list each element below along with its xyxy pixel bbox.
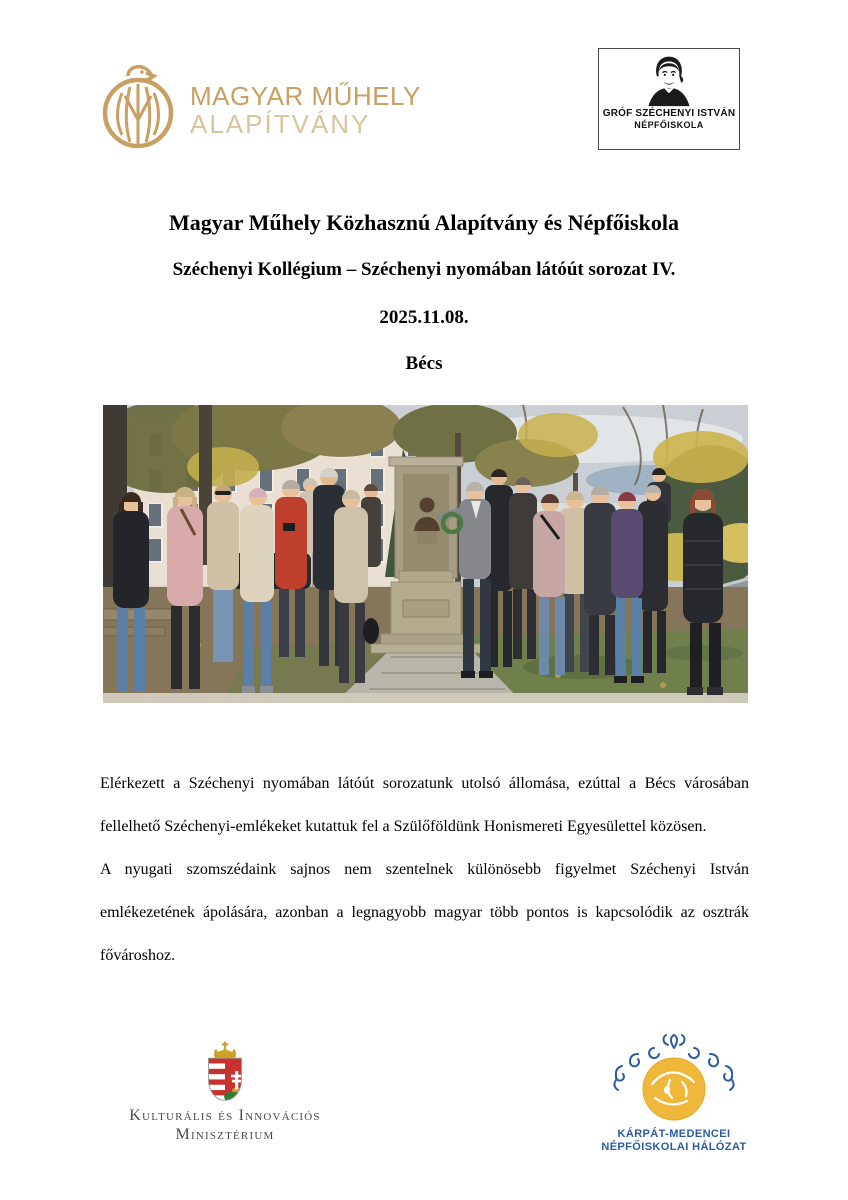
page-subtitle: Széchenyi Kollégium – Széchenyi nyomában látóút sorozat IV. [172,259,676,280]
body-text [100,762,749,977]
group-photo [103,405,748,703]
event-date: 2025.11.08. [379,307,469,328]
paragraph-2: A nyugati szomszédaink sajnos nem szentelnek különösebb figyelmet Széchenyi István emlékezetének ápolására, azonban a legnagyobb magyar több pontos is kapcsolódik az osztrák fővároshoz. [100,861,749,964]
kmnh-logo-line1: KÁRPÁT-MEDENCEI [617,1128,731,1140]
event-location: Bécs [405,353,443,374]
mm-logo-name: MAGYAR MŰHELY [190,81,421,111]
kim-ministry-logo [118,1038,332,1144]
magyar-muhely-logo [100,60,421,150]
kmnh-network-logo [600,1034,748,1154]
carpathian-basin-folk-icon [608,1034,740,1126]
mm-logo-subname: ALAPÍTVÁNY [190,109,371,139]
kmnh-logo-line2: NÉPFŐISKOLAI HÁLÓZAT [601,1141,747,1153]
kim-logo-line2: Minisztérium [175,1126,275,1143]
sz-logo-subname: NÉPFŐISKOLA [634,120,704,130]
szechenyi-nepfoiskola-logo [598,48,740,150]
sz-logo-name: GRÓF SZÉCHENYI ISTVÁN [602,108,736,119]
turul-bird-circle-icon [100,60,178,150]
group-photo-illustration [103,405,748,703]
szechenyi-portrait-icon [641,52,697,108]
hungarian-coat-of-arms-icon [196,1038,254,1104]
page-title: Magyar Műhely Közhasznú Alapítvány és Népfőiskola [169,210,679,235]
paragraph-1: Elérkezett a Széchenyi nyomában látóút sorozatunk utolsó állomása, ezúttal a Bécs városában fellelhető Széchenyi-emlékeket kutattuk fel a Szülőföldünk Honismereti Egyesülettel közösen. [100,775,749,835]
kim-logo-line1: Kulturális és Innovációs [129,1107,321,1124]
